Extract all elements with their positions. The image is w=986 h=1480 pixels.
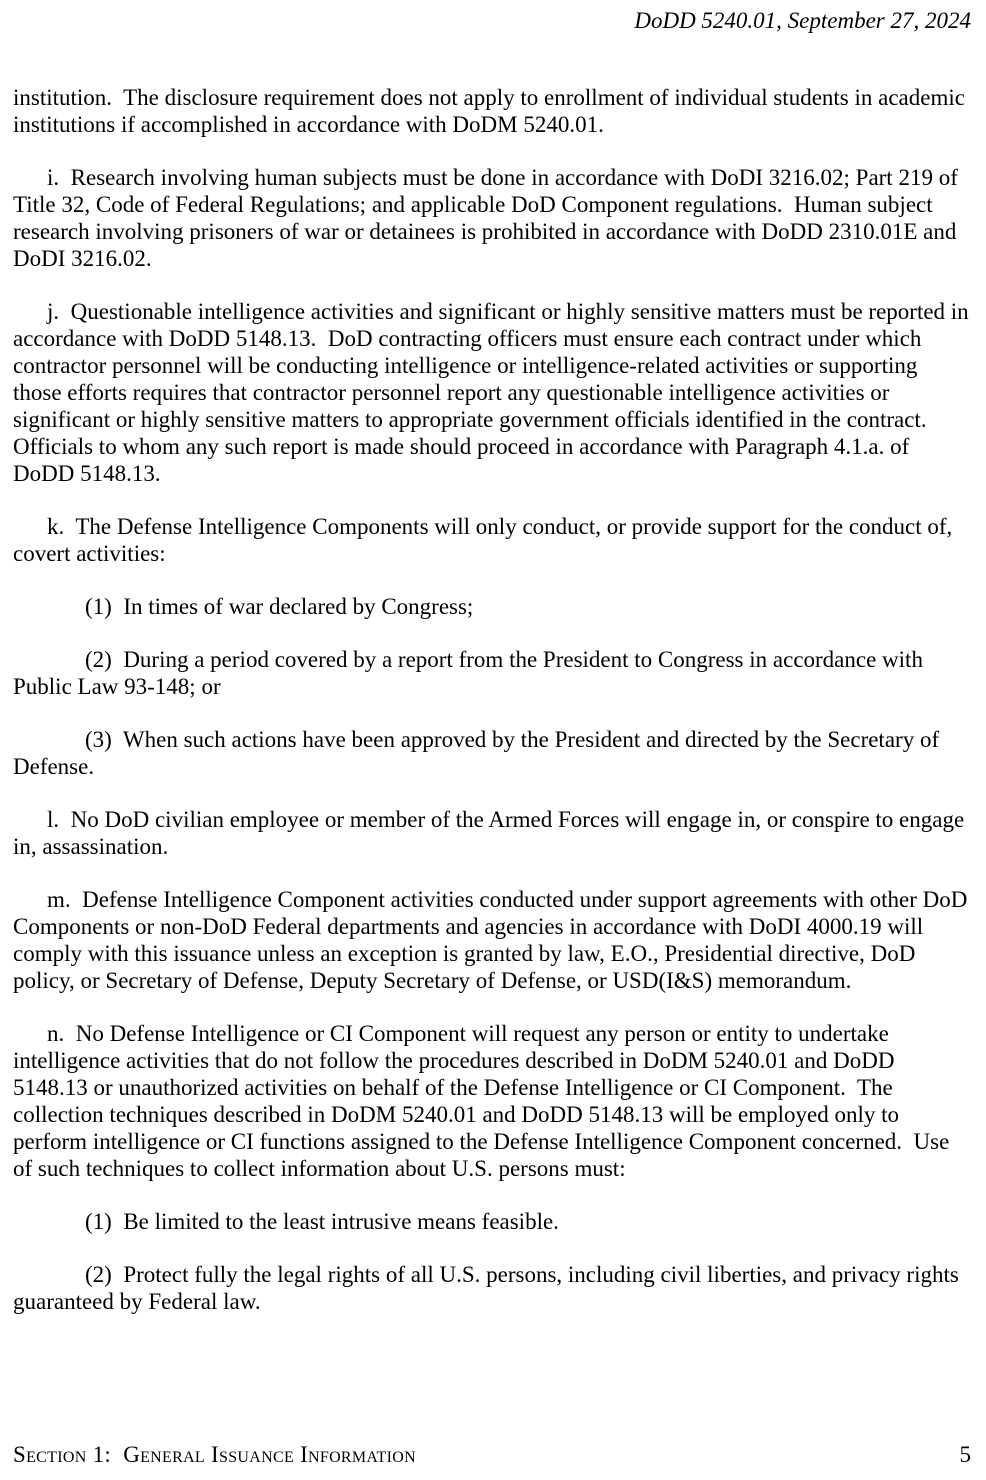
paragraph: n. No Defense Intelligence or CI Component will request any person or entity to undertake intelligence activities that do not follow the procedures described in DoDM 5240.01 and DoDD 5148.13 or unauthorized activities on behalf of the Defense Intelligence or CI Component. The collection techniques described in DoDM 5240.01 and DoDD 5148.13 will be employed only to perform intelligence or CI functions assigned to the Defense Intelligence Component concerned. Use of such techniques to collect information about U.S. persons must: — [13, 1021, 956, 1181]
paragraph: i. Research involving human subjects must be done in accordance with DoDI 3216.02; Part 219 of Title 32, Code of Federal Regulations; and applicable DoD Component regulations. Human subject research involving prisoners of war or detainees is prohibited in accordance with DoDD 2310.01E and DoDI 3216.02. — [13, 165, 964, 271]
document-footer — [13, 1441, 971, 1468]
paragraph: k. The Defense Intelligence Components will only conduct, or provide support for the conduct of, covert activities: — [13, 514, 959, 566]
paragraph: (1) Be limited to the least intrusive means feasible. — [85, 1209, 559, 1234]
paragraph: (1) In times of war declared by Congress; — [85, 594, 474, 619]
paragraph: (2) Protect fully the legal rights of all U.S. persons, including civil liberties, and privacy rights guaranteed by Federal law. — [13, 1262, 965, 1314]
document-header: DoDD 5240.01, September 27, 2024 — [634, 8, 971, 33]
paragraph: j. Questionable intelligence activities and significant or highly sensitive matters must be reported in accordance with DoDD 5148.13. DoD contracting officers must ensure each contract under which contractor personnel will be conducting intelligence or intelligence-related activities or supporting those efforts requires that contractor personnel report any questionable intelligence activities or significant or highly sensitive matters to appropriate government officials identified in the contract. Officials to whom any such report is made should proceed in accordance with Paragraph 4.1.a. of DoDD 5148.13. — [13, 299, 975, 486]
paragraph: institution. The disclosure requirement does not apply to enrollment of individual students in academic institutions if accomplished in accordance with DoDM 5240.01. — [13, 85, 971, 137]
paragraph: (2) During a period covered by a report from the President to Congress in accordance with Public Law 93-148; or — [13, 647, 929, 699]
footer-page-number: 5 — [959, 1442, 971, 1467]
footer-section-label: Section 1: General Issuance Information — [13, 1442, 416, 1467]
paragraph: l. No DoD civilian employee or member of the Armed Forces will engage in, or conspire to engage in, assassination. — [13, 807, 970, 859]
document-body — [13, 84, 975, 1341]
paragraph: (3) When such actions have been approved by the President and directed by the Secretary of Defense. — [13, 727, 945, 779]
paragraph: m. Defense Intelligence Component activities conducted under support agreements with other DoD Components or non-DoD Federal departments and agencies in accordance with DoDI 4000.19 will comply with this issuance unless an exception is granted by law, E.O., Presidential directive, DoD policy, or Secretary of Defense, Deputy Secretary of Defense, or USD(I&S) memorandum. — [13, 887, 974, 993]
